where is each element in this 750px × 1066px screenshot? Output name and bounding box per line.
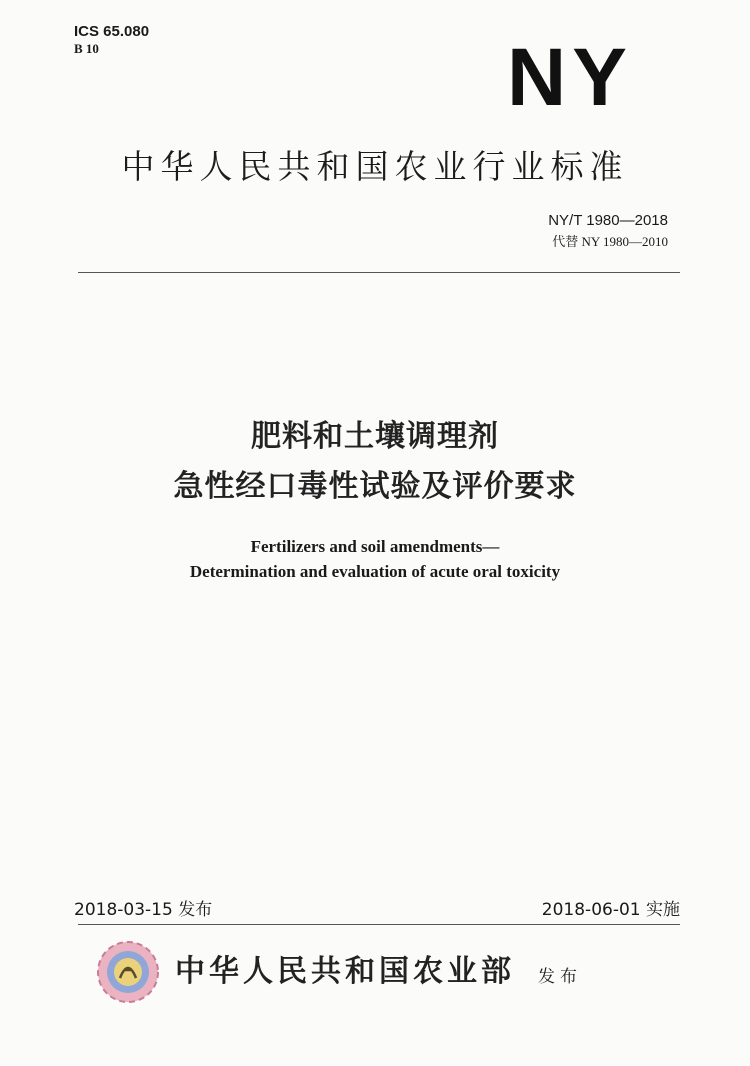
ny-logo: NY bbox=[507, 32, 633, 123]
replaces-standard: 代替 NY 1980—2010 bbox=[552, 234, 668, 249]
document-title-en-line1: Fertilizers and soil amendments— bbox=[250, 537, 500, 556]
bottom-divider bbox=[78, 924, 680, 925]
publish-date: 2018-03-15 发布 bbox=[74, 900, 213, 920]
implement-date: 2018-06-01 实施 bbox=[541, 900, 680, 920]
document-title-cn-line1: 肥料和土壤调理剂 bbox=[251, 419, 499, 454]
document-title-en-line2: Determination and evaluation of acute oral toxicity bbox=[189, 562, 561, 581]
ics-code: ICS 65.080 bbox=[74, 23, 150, 40]
ministry-emblem-icon bbox=[96, 940, 160, 1004]
top-divider bbox=[78, 272, 680, 273]
standard-number: NY/T 1980—2018 bbox=[548, 212, 668, 229]
document-title-cn-line2: 急性经口毒性试验及评价要求 bbox=[173, 469, 577, 504]
issuing-authority: 中华人民共和国农业部 bbox=[175, 954, 515, 989]
issue-label: 发布 bbox=[538, 967, 582, 987]
standard-category-title: 中华人民共和国农业行业标准 bbox=[121, 147, 629, 186]
ccs-code: B 10 bbox=[74, 41, 99, 56]
